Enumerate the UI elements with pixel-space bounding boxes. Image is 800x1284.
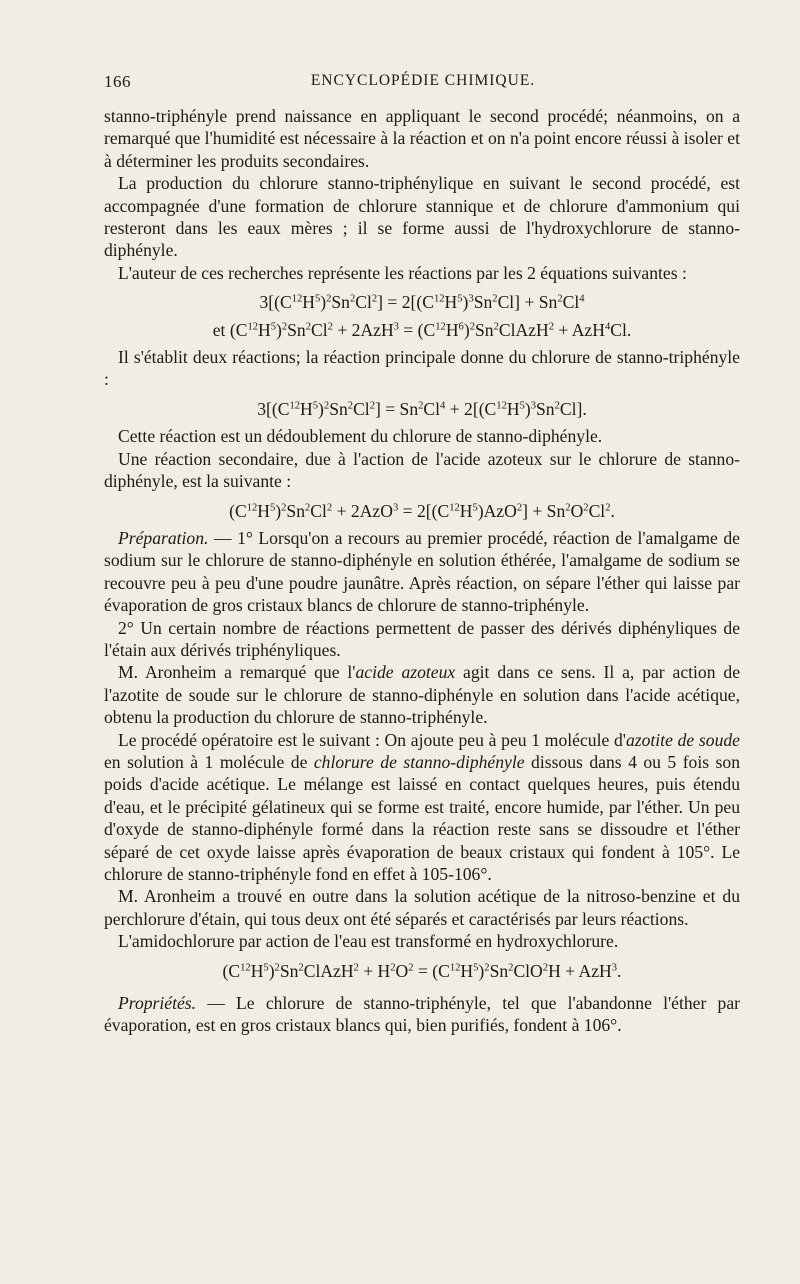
running-title: ENCYCLOPÉDIE CHIMIQUE. bbox=[310, 72, 536, 89]
paragraph: Le procédé opératoire est le suivant : On ajoute peu à peu 1 molécule d'azotite de soude en solution à 1 molécule de chlorure de stanno-diphényle dissous dans 4 ou 5 fois son poids d'acide acétique. Le mélange est laissé en contact quelques heures, puis étendu d'eau, et le précipité gélatineux qui se forme est traité, encore humide, par l'éther. Un peu d'oxyde de stanno-diphényle formé dans la réaction reste sans se dissoudre et l'éther séparé de cet oxyde laisse après évaporation de beaux cristaux qui fondent à 105°. Le chlorure de stanno-triphényle fond en effet à 105-106°. bbox=[104, 729, 741, 884]
equation-1: $3[(C^{12}H^5)^2Sn^2Cl^2] = 2[(C^{12}H^5)^3Sn^2Cl] + Sn^2Cl^4$ bbox=[259, 292, 585, 313]
equation-2: et $(C^{12}H^5)^2Sn^2Cl^2 + 2AzH^3$ = $(C^{12}H^6)^2Sn^2ClAzH^2 + AzH^4Cl$. bbox=[212, 319, 632, 340]
section-label: Propriétés. bbox=[118, 993, 197, 1014]
paragraph: M. Aronheim a remarqué que l'acide azoteux agit dans ce sens. Il a, par action de l'azotite de soude sur le chlorure de stanno-diphényle en solution dans l'acide acétique, obtenu la production du chlorure de stanno-triphényle. bbox=[104, 662, 740, 728]
equation-5: $(C^{12}H^5)^2Sn^2ClAzH^2 + H^2O^2 = (C^{12}H^5)^2Sn^2ClO^2H + AzH^3$. bbox=[222, 960, 622, 981]
paragraph: L'amidochlorure par action de l'eau est transformé en hydroxychlorure. bbox=[118, 931, 619, 952]
paragraph: Une réaction secondaire, due à l'action de l'acide azoteux sur le chlorure de stanno-diphényle, est la suivante : bbox=[104, 448, 740, 492]
section-label: Préparation. bbox=[118, 527, 209, 548]
paragraph: L'auteur de ces recherches représente les réactions par les 2 équations suivantes : bbox=[118, 262, 687, 283]
body-text bbox=[104, 105, 740, 1037]
equation-3: $3[(C^{12}H^5)^2Sn^2Cl^2] = Sn^2Cl^4 + 2[(C^{12}H^5)^3Sn^2Cl]$. bbox=[257, 398, 587, 419]
paragraph-properties: Propriétés. — Le chlorure de stanno-triphényle, tel que l'abandonne l'éther par évaporation, est en gros cristaux blancs qui, bien purifiés, fondent à 106°. bbox=[104, 993, 740, 1036]
paragraph: 2° Un certain nombre de réactions permettent de passer des dérivés diphényliques de l'étain aux dérivés triphényliques. bbox=[104, 617, 740, 660]
paragraph: La production du chlorure stanno-triphénylique en suivant le second procédé, est accompagnée d'une formation de chlorure stannique et de chlorure d'ammonium qui resteront dans les eaux mères ; il se forme aussi de l'hydroxychlorure de stanno-diphényle. bbox=[104, 173, 740, 261]
paragraph-preparation: Préparation. — 1° Lorsqu'on a recours au premier procédé, réaction de l'amalgame de sodium sur le chlorure de stanno-diphényle en solution éthérée, l'amalgame de sodium se recouvre peu à peu d'une poudre jaunâtre. Après réaction, on sépare l'éther qui laisse par évaporation de gros cristaux blancs de chlorure de stanno-triphényle. bbox=[104, 527, 740, 616]
paragraph: M. Aronheim a trouvé en outre dans la solution acétique de la nitroso-benzine et du perchlorure d'étain, qui tous deux ont été séparés et caractérisés par leurs réactions. bbox=[104, 886, 740, 929]
paragraph: stanno-triphényle prend naissance en appliquant le second procédé; néanmoins, on a remarqué que l'humidité est nécessaire à la réaction et on n'a point encore réussi à isoler et à déterminer les produits secondaires. bbox=[104, 106, 740, 171]
equation-4: $(C^{12}H^5)^2Sn^2Cl^2 + 2AzO^3 = 2[(C^{12}H^5)AzO^2] + Sn^2O^2Cl^2$. bbox=[229, 500, 615, 521]
page-number: 166 bbox=[104, 72, 131, 91]
paragraph: Il s'établit deux réactions; la réaction principale donne du chlorure de stanno-triphényle : bbox=[104, 347, 740, 390]
paragraph: Cette réaction est un dédoublement du chlorure de stanno-diphényle. bbox=[118, 426, 603, 447]
page-header bbox=[104, 72, 742, 94]
